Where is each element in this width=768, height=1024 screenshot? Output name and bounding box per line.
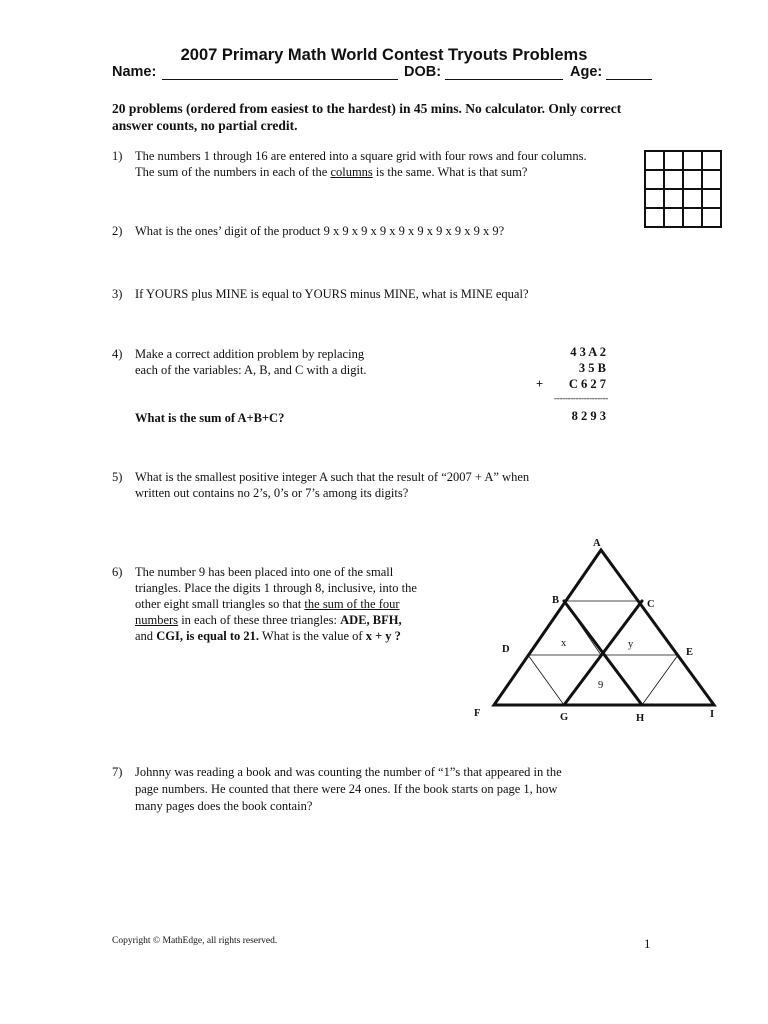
problem-3-text: If YOURS plus MINE is equal to YOURS minus MINE, what is MINE equal? (135, 287, 529, 301)
label-h: H (636, 713, 645, 724)
label-d: D (502, 644, 510, 655)
label-i: I (710, 709, 715, 720)
sum-rule: -------------------- (554, 393, 608, 403)
problem-6-number: 6) (112, 565, 123, 579)
problem-5-line-2: written out contains no 2’s, 0’s or 7’s among its digits? (135, 486, 409, 500)
problem-6-line-4: numbers in each of these three triangles: ADE, BFH, (135, 613, 402, 627)
plus-sign: + (536, 377, 544, 391)
problem-1-number: 1) (112, 149, 123, 163)
problem-7-line-3: many pages does the book contain? (135, 799, 313, 813)
page-title: 2007 Primary Math World Contest Tryouts Problems (180, 46, 588, 64)
problem-5-number: 5) (112, 470, 123, 484)
age-label: Age: (570, 64, 603, 80)
dob-label: DOB: (404, 64, 442, 80)
addend-2: 3 5 B (578, 361, 606, 375)
columns-underlined: columns (330, 165, 373, 179)
problem-7-line-1: Johnny was reading a book and was counting the number of “1”s that appeared in the (135, 765, 562, 779)
triangle-diagram (460, 530, 740, 730)
problem-7-line-2: page numbers. He counted that there were 24 ones. If the book starts on page 1, how (135, 782, 558, 796)
label-x: x (561, 638, 567, 649)
problem-2-number: 2) (112, 224, 123, 238)
label-y: y (628, 639, 634, 650)
instructions: 20 problems (ordered from easiest to the hardest) in 45 mins. No calculator. Only correct answer counts, no partial credit. (112, 101, 622, 133)
problem-3-number: 3) (112, 287, 123, 301)
label-e: E (686, 647, 694, 658)
problem-1-line-1: The numbers 1 through 16 are entered into a square grid with four rows and four columns. (135, 149, 587, 163)
problem-6-line-1: The number 9 has been placed into one of the small (135, 565, 394, 579)
problem-2-text: What is the ones’ digit of the product 9 x 9 x 9 x 9 x 9 x 9 x 9 x 9 x 9 x 9? (135, 224, 505, 238)
problem-4-line-2: each of the variables: A, B, and C with a digit. (135, 363, 367, 377)
label-a: A (593, 538, 601, 549)
name-field[interactable] (162, 64, 398, 80)
sum-result: 8 2 9 3 (571, 409, 606, 423)
problem-4-line-1: Make a correct addition problem by replacing (135, 347, 365, 361)
problem-1-line-2: The sum of the numbers in each of the columns is the same. What is that sum? (135, 165, 528, 179)
addend-1: 4 3 A 2 (570, 345, 606, 359)
problem-4-question: What is the sum of A+B+C? (135, 411, 285, 425)
number-grid-4x4 (644, 150, 722, 228)
problem-5-line-1: What is the smallest positive integer A such that the result of “2007 + A” when (135, 470, 530, 484)
label-b: B (552, 595, 560, 606)
problem-7-number: 7) (112, 765, 123, 779)
label-f: F (474, 708, 481, 719)
addend-3: C 6 2 7 (568, 377, 606, 391)
page-number: 1 (644, 936, 651, 951)
copyright-notice: Copyright © MathEdge, all rights reserved. (112, 936, 278, 946)
dob-field[interactable] (445, 64, 563, 80)
label-g: G (560, 712, 569, 723)
problem-4-number: 4) (112, 347, 123, 361)
age-field[interactable] (606, 64, 652, 80)
problem-6-line-3: other eight small triangles so that the sum of the four (135, 597, 400, 611)
label-c: C (647, 599, 655, 610)
problem-6-line-5: and CGI, is equal to 21. What is the value of x + y ? (135, 629, 401, 643)
problem-6-line-2: triangles. Place the digits 1 through 8, inclusive, into the (135, 581, 417, 595)
name-label: Name: (112, 64, 157, 80)
label-nine: 9 (598, 680, 604, 691)
